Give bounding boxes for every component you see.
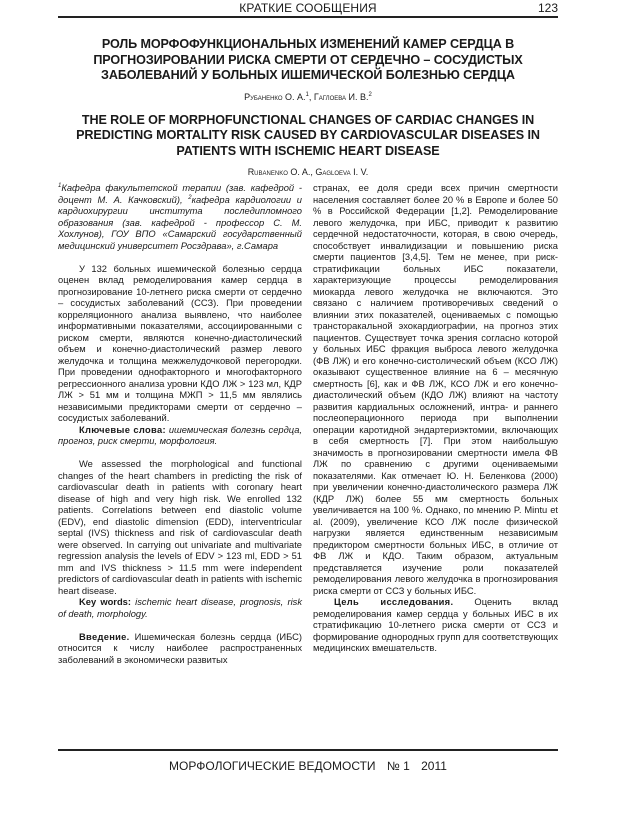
abstract-en: We assessed the morphological and functional changes of the heart chambers in predicting the risk of cardiovascular death in patients with coronary heart disease of high and very high risk. We enrolled 132 patients. Correlations between end diastolic volume (EDV), end diastolic dimension (EDD), interventricular septal (IVS) thickness and risk of cardiovascular death were observed. In carrying out univariate and multivariate regression analysis the levels of EDV > 123 ml, EDD > 51 mm and IVS thickness > 11.5 mm were independent predictors of cardiovascular death in patients with ischemic heart disease.	[58, 459, 302, 596]
author-2-sup: 2	[368, 91, 372, 98]
author-1: Рубаненко О. А.	[244, 91, 306, 102]
affiliation-part-2: кафедра кардиологии и кардиохирургии института последипломного образования (зав. кафедрой - профессор С. М. Хохлунов), ГОУ ВПО «Самарский государственный медицинский университет Росздрава», г.Самара	[58, 194, 302, 251]
authors-ru	[58, 91, 558, 103]
keywords-en-label: Key words:	[79, 597, 131, 607]
author-2: Гаглоева И. В.	[313, 91, 369, 102]
footer-rule	[58, 749, 558, 751]
right-column	[313, 183, 558, 655]
article-title-en: THE ROLE OF MORPHOFUNCTIONAL CHANGES OF CARDIAC CHANGES IN PREDICTING MORTALITY RISK CAUSED BY CARDIOVASCULAR DISEASES IN PATIENTS WITH ISCHEMIC HEART DISEASE	[76, 112, 540, 158]
article-title-ru: РОЛЬ МОРФОФУНКЦИОНАЛЬНЫХ ИЗМЕНЕНИЙ КАМЕР СЕРДЦА В ПРОГНОЗИРОВАНИИ РИСКА СМЕРТИ ОТ СЕРДЕЧНО – СОСУДИСТЫХ ЗАБОЛЕВАНИЙ У БОЛЬНЫХ ИШЕМИЧЕСКОЙ БОЛЕЗНЬЮ СЕРДЦА	[93, 37, 523, 82]
authors-en: Rubanenko O. A., Gagloeva I. V.	[247, 167, 369, 177]
introduction-label: Введение.	[79, 631, 130, 642]
journal-issue: № 1	[386, 759, 410, 773]
affiliation-sup-2: 2	[188, 194, 192, 201]
affiliation	[58, 183, 302, 252]
section-title: КРАТКИЕ СООБЩЕНИЯ	[239, 1, 377, 15]
keywords-ru	[58, 425, 302, 448]
journal-footer	[58, 759, 558, 773]
aim-label: Цель исследования.	[334, 597, 454, 607]
keywords-ru-text: ишемическая болезнь сердца, прогноз, риск смерти, морфология.	[58, 424, 302, 446]
keywords-ru-label: Ключевые слова:	[79, 424, 166, 435]
affiliation-part-1: Кафедра факультетской терапии (зав. кафедрой - доцент М. А. Качковский),	[58, 183, 302, 205]
keywords-en	[58, 597, 302, 620]
introduction-continued: странах, ее доля среди всех причин смертности населения составляет более 20 % в Европе и более 50 % в Российской Федерации [1,2]. Ремоделирование левого желудочка, при ИБС, приводит к развитию сердечной недостаточности, которая, в свою очередь, способствует инвалидизации и повышению риска смерти пациентов [3,4,5]. Тем не менее, при риск-стратификации больных ИБС показатели, характеризующие процессы ремоделирования миокарда левого желудочка не включаются. Это связано с наличием противоречивых сведений о влиянии этих показателей, оцениваемых с помощью трансторакальной эхокардиографии, на прогноз этих пациентов. Существует точка зрения согласно которой у больных ИБС фракция выброса левого желудочка (ФВ ЛЖ) и его конечно-систолический объем (КСО ЛЖ) оказывают существенное влияние на 6 – месячную смертность [6], как и ФВ ЛЖ, КСО ЛЖ и его конечно-диастолический объем (КДО ЛЖ) влияют на частоту развития кардиальных осложнений, интра- и раннего послеоперационного периода при выполнении операции каротидной эндартериэктомии, включающих в себя смертность [7]. При этом наибольшую значимость в прогнозировании смертности имела ФВ ЛЖ по сравнению с другими оцениваемыми показателями. Как отмечает Ю. Н. Беленкова (2000) при увеличении конечно-диастолического размера ЛЖ (КДР ЛЖ) более 55 мм смертность больных увеличивается на 100 %. Однако, по мнению P. Mintu et al. (2009), увеличение КСО ЛЖ после физической нагрузки является единственным независимым предиктором смертности больных ИБС, в отличие от ФВ ЛЖ и КДО. Таким образом, актуальным представляется изучение роли показателей ремоделирования левого желудочка в прогнозирования риска смерти от ССЗ у больных ИБС.	[313, 183, 558, 596]
author-separator: ,	[308, 91, 314, 102]
study-aim	[313, 597, 558, 655]
journal-year: 2011	[421, 759, 447, 773]
abstract-ru: У 132 больных ишемической болезнью сердца оценен вклад ремоделирования камер сердца в прогнозирование 10-летнего риска смерти от сердечно – сосудистых заболеваний (ССЗ). При проведении корреляционного анализа выявлено, что наиболее информативными показателями, ассоциированными с риском смерти, являются конечно-диастолический объем и конечно-диастолический размер левого желудочка и толщина межжелудочковой перегородки. При проведении однофакторного и многофакторного регрессионного анализа уровни КДО ЛЖ > 123 мл, КДР ЛЖ > 51 мм и толщина МЖП > 11,5 мм являлись независимыми предикторами смерти от сердечно – сосудистых заболеваний.	[58, 263, 302, 423]
journal-page	[58, 0, 558, 665]
running-head	[58, 0, 558, 18]
aim-text: Оценить вклад ремоделирования камер сердца у больных ИБС в их стратификацию 10-летнего риска смерти от ССЗ и формирование однородных групп для соответствующих медицинских вмешательств.	[313, 597, 558, 653]
page-number: 123	[537, 1, 558, 15]
introduction-start	[58, 632, 302, 667]
affiliation-sup-1: 1	[58, 182, 62, 189]
keywords-en-text: ischemic heart disease, prognosis, risk of death, morphology.	[58, 597, 302, 619]
journal-name: МОРФОЛОГИЧЕСКИЕ ВЕДОМОСТИ	[169, 759, 376, 773]
left-column	[58, 183, 302, 666]
introduction-text-left: Ишемическая болезнь сердца (ИБС) относится к числу наиболее распространенных заболеваний в экономически развитых	[58, 631, 302, 665]
body-columns	[58, 183, 558, 743]
author-1-sup: 1	[305, 91, 309, 98]
